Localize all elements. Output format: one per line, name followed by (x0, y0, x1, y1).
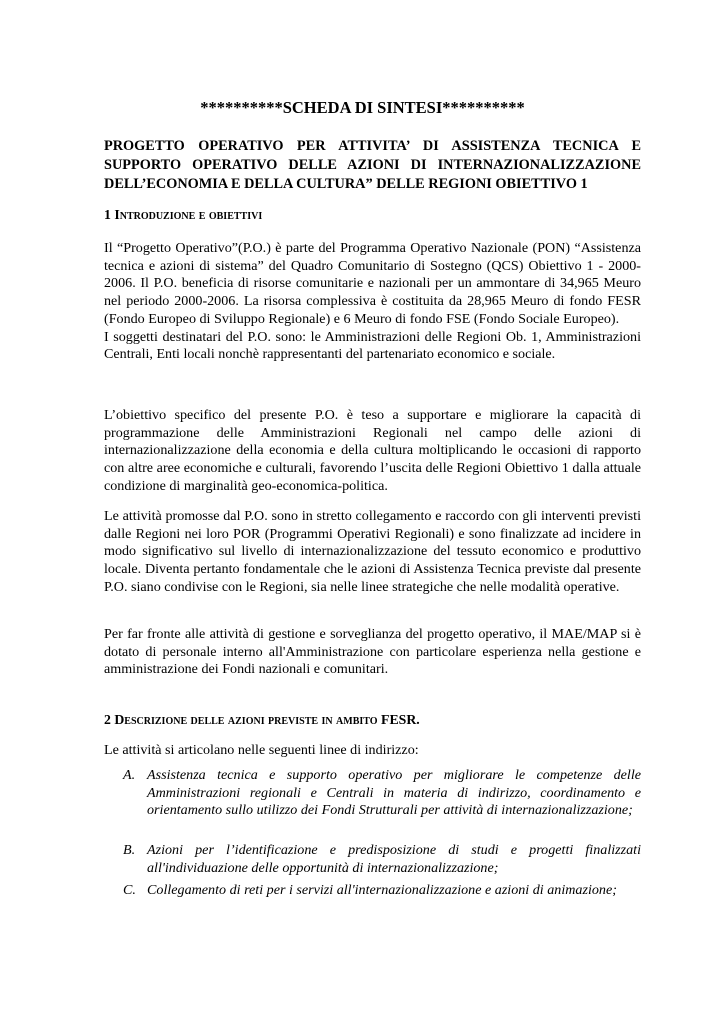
list-item-label: C. (123, 882, 136, 898)
section-1-paragraph-1 (104, 240, 641, 364)
list-item-text: Azioni per l’identificazione e predisposizione di studi e progetti finalizzati all'individuazione delle opportunità di internazionalizzazione; (147, 842, 641, 876)
paragraph-text: Il “Progetto Operativo”(P.O.) è parte del Programma Operativo Nazionale (PON) “Assistenza tecnica e azioni di sistema” del Quadro Comunitario di Sostegno (QCS) Obiettivo 1 - 2000-2006. Il P.O. beneficia di risorse comunitarie e nazionali per un ammontare di 34,965 Meuro nel periodo 2000-2006. La risorsa complessiva è costituita da 28,965 Meuro di fondo FESR (Fondo Europeo di Sviluppo Regionale) e 6 Meuro di fondo FSE (Fondo Sociale Europeo). (104, 240, 641, 327)
list-item-label: B. (123, 842, 136, 858)
paragraph-text: I soggetti destinatari del P.O. sono: le Amministrazioni delle Regioni Ob. 1, Amministrazioni Centrali, Enti locali nonchè rappresentanti del partenariato economico e sociale. (104, 328, 641, 363)
list-item-text: Collegamento di reti per i servizi all'internazionalizzazione e azioni di animazione; (147, 882, 617, 898)
section-2-heading-text: 2 Descrizione delle azioni previste in ambito (104, 712, 378, 727)
section-2-intro (104, 742, 641, 760)
paragraph-text: Le attività promosse dal P.O. sono in stretto collegamento e raccordo con gli interventi previsti dalle Regioni nei loro POR (Programmi Operativi Regionali) e sono finalizzate ad incidere in modo significativo sul livello di internazionalizzazione del tessuto economico e produttivo locale. Diventa pertanto fondamentale che le azioni di Assistenza Tecnica previste dal presente P.O. siano condivise con le Regioni, sia nelle linee strategiche che nelle modalità operative. (104, 508, 641, 595)
document-title: **********SCHEDA DI SINTESI********** (200, 98, 525, 117)
paragraph-text: Per far fronte alle attività di gestione e sorveglianza del progetto operativo, il MAE/MAP si è dotato di personale interno all'Amministrazione con particolare esperienza nella gestione e amministrazione dei Fondi nazionali e comunitari. (104, 626, 641, 678)
section-1-paragraph-2 (104, 407, 641, 496)
section-2-heading-tail: FESR. (381, 712, 420, 727)
section-1-heading (104, 207, 262, 223)
paragraph-text: L’obiettivo specifico del presente P.O. è teso a supportare e migliorare la capacità di programmazione delle Amministrazioni Regionali nel campo delle azioni di internazionalizzazione della economia e della cultura moltiplicando le occasioni di rapporto con altre aree economiche e culturali, favorendo l’uscita delle Regioni Obiettivo 1 dalla attuale condizione di marginalità geo-economica-politica. (104, 407, 641, 494)
list-item-label: A. (123, 767, 136, 783)
section-1-paragraph-4 (104, 626, 641, 679)
section-1-heading-text: 1 Introduzione e obiettivi (104, 207, 263, 222)
paragraph-text: Le attività si articolano nelle seguenti linee di indirizzo: (104, 742, 419, 758)
section-1-paragraph-3 (104, 508, 641, 597)
project-title: PROGETTO OPERATIVO PER ATTIVITA’ DI ASSISTENZA TECNICA E SUPPORTO OPERATIVO DELLE AZIONI DI INTERNAZIONALIZZAZIONE DELL’ECONOMIA E DELLA CULTURA” DELLE REGIONI OBIETTIVO 1 (104, 138, 641, 192)
section-2-heading (104, 712, 420, 728)
list-item-text: Assistenza tecnica e supporto operativo per migliorare le competenze delle Amministrazioni regionali e Centrali in materia di indirizzo, coordinamento e orientamento sullo utilizzo dei Fondi Strutturali per attività di internazionalizzazione; (147, 767, 641, 819)
